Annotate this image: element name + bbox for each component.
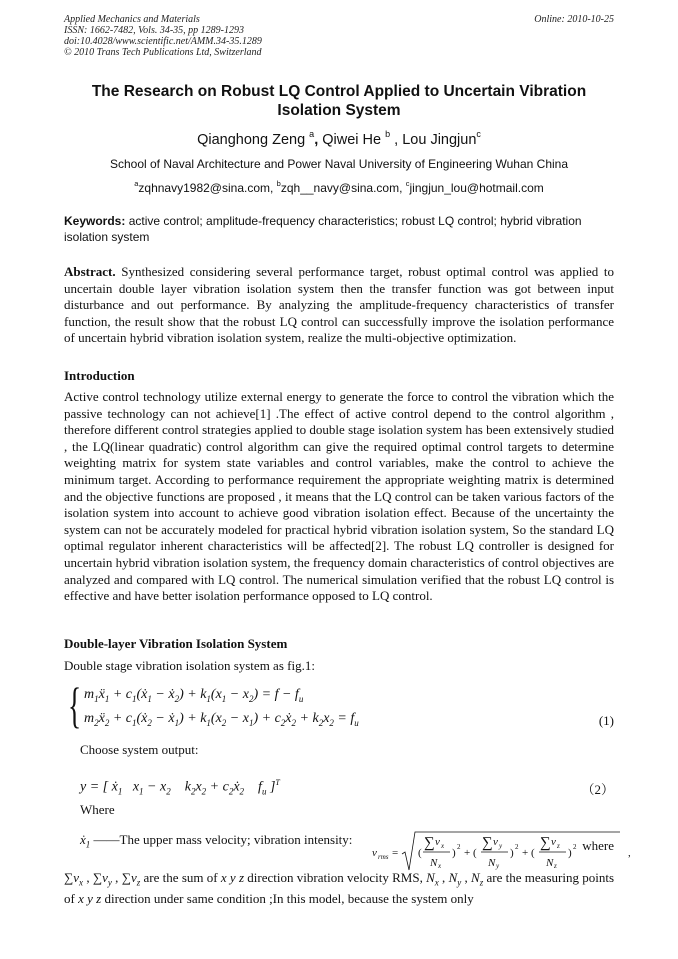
choose-output-text: Choose system output: (80, 742, 199, 757)
journal-issn: ISSN: 1662-7482, Vols. 34-35, pp 1289-1293 (64, 25, 244, 36)
svg-text:): ) (568, 847, 572, 859)
email-1[interactable]: zqhnavy1982@sina.com, (138, 181, 277, 195)
svg-text:v: v (372, 847, 377, 859)
svg-text:z: z (557, 842, 560, 850)
where-text-2: where (582, 838, 614, 853)
sum-text-1: are the sum of (140, 870, 221, 885)
svg-text:2: 2 (573, 843, 577, 851)
svg-text:∑: ∑ (482, 835, 493, 851)
x1-description: ——The upper mass velocity; vibration intensity: (90, 832, 353, 847)
author-2-mark: b (385, 129, 391, 139)
author-1-mark: a (309, 129, 315, 139)
svg-text:∑: ∑ (424, 835, 435, 851)
svg-text:,: , (628, 847, 631, 859)
sum-text-2: direction vibration velocity RMS, (244, 870, 423, 885)
section-heading-introduction: Introduction (64, 368, 135, 383)
xyz-symbol-1: x y z (220, 870, 245, 885)
svg-text:+ (: + ( (522, 847, 535, 859)
equation-1-line-1: $m_1ẍ_1$ + $c_1(ẋ_1$ − ẋ$_2$) + $k_1(x_1 - x_2) = f - f_u$ (84, 687, 304, 704)
equation-1-line-2: $m_2ẍ_2$ + $c_1(ẋ_2$ − ẋ$_1$) + $k_1(x_2 - x_1)$ + $c_2ẋ_2 + k_2x_2 = f_u$ (84, 711, 359, 728)
svg-text:2: 2 (457, 843, 461, 851)
double-layer-intro: Double stage vibration isolation system as fig.1: (64, 658, 315, 673)
svg-text:): ) (510, 847, 514, 859)
svg-text:+ (: + ( (464, 847, 477, 859)
svg-text:(: ( (418, 847, 422, 859)
svg-text:2: 2 (515, 843, 519, 851)
svg-text:x: x (441, 842, 445, 850)
svg-text:): ) (452, 847, 456, 859)
email-3[interactable]: jingjun_lou@hotmail.com (409, 181, 544, 195)
sum-vx-symbol: $\sum v_x$ (64, 870, 84, 888)
svg-text:∑: ∑ (540, 835, 551, 851)
ny-symbol: $N_y$ (448, 870, 462, 888)
nx-symbol: $N_x$ (426, 870, 439, 888)
svg-text:v: v (551, 836, 556, 848)
svg-text:x: x (438, 862, 442, 870)
introduction-paragraph: Active control technology utilize external energy to generate the force to control the vibration which the passive technology can not achieve[1] .The effect of active control depend to the control algorithm , therefore different control strategies applied to double stage isolation system has been extensively studied , the LQ(linear quadratic) control algorithm can give the required optimal control targets to determine weighting matrix for system state variables and control variables, make the control to achieve the minimum target. According to performance requirement the appropriate weighting matrix is determined and the objective functions are proposed , it means that the LQ control can be taken various factors of the isolation system into account to achieve good vibration isolation effect. Because of the uncertainty the system can not be accurately modeled for practical hybrid vibration isolation system, So the standard LQ optimal regulator inherent characteristics will be affected[2]. The robust LQ controller is designed for uncertain hybrid vibration isolation system, the frequency domain characteristics of control objectives are analyzed and compared with LQ control. The numerical simulation verified that the robust LQ control is effective and have better isolation performance opposed to LQ control. (64, 389, 614, 604)
email-2-mark: b (276, 179, 281, 188)
author-1: Qianghong Zeng (197, 132, 306, 148)
keywords (64, 213, 614, 245)
equation-2: y = [ ẋ$_1$ $x_1 - x_2$ $k_2x_2$ + $c_2ẋ_2$ $f_u$ ]$^T$ (80, 778, 280, 797)
svg-text:y: y (499, 842, 503, 850)
svg-text:N: N (546, 857, 554, 869)
journal-name: Applied Mechanics and Materials (64, 14, 200, 25)
sum-text-3: are the measuring points of (64, 870, 615, 907)
sum-definition: $\sum v_x$ , $\sum v_y$ , $\sum v_z$ are the sum of x y z direction vibration velocity RMS, $N_x$ , $N_y$ , $N_z$ are the measuring points of x y z direction under same condition ;In this model, because the system only (64, 870, 615, 907)
svg-text:y: y (496, 862, 500, 870)
svg-text:v: v (435, 836, 440, 848)
keywords-text: active control; amplitude-frequency characteristics; robust LQ control; hybrid vibration isolation system (64, 214, 582, 244)
equation-1 (68, 677, 368, 735)
author-2: Qiwei He (322, 132, 382, 148)
svg-text:z: z (554, 862, 557, 870)
equation-2-number: （2） (581, 782, 614, 797)
email-1-mark: a (134, 179, 139, 188)
email-3-mark: c (405, 179, 410, 188)
where-text: Where (80, 802, 115, 817)
xyz-symbol-2: x y z (78, 891, 102, 907)
abstract (64, 264, 614, 347)
svg-text:N: N (430, 857, 438, 869)
abstract-text: Synthesized considering several performance target, robust optimal control was applied to uncertain double layer vibration isolation system then the transfer function was got between input disturbance and out performance. By analyzing the amplitude-frequency characteristics of transfer function, the result show that the robust LQ control can successfully improve the isolation performance of uncertain hybrid vibration isolation system, realize the multi-objective optimization. (64, 264, 614, 346)
author-3-mark: c (476, 129, 481, 139)
sum-vz-symbol: $\sum v_z$ (121, 870, 141, 888)
sum-text-4: direction under same condition ;In this model, because the system only (101, 891, 474, 907)
svg-text:v: v (493, 836, 498, 848)
author-3: Lou Jingjun (402, 132, 477, 148)
journal-doi: doi:10.4028/www.scientific.net/AMM.34-35.1289 (64, 36, 262, 47)
equation-1-number: (1) (598, 713, 614, 728)
paper-title: The Research on Robust LQ Control Applied to Uncertain Vibration Isolation System (91, 83, 587, 119)
journal-header (64, 14, 614, 58)
email-2[interactable]: zqh__navy@sina.com, (280, 181, 406, 195)
svg-text:rms: rms (378, 853, 389, 861)
affiliation: School of Naval Architecture and Power Naval University of Engineering Wuhan China (109, 157, 569, 171)
x1-dot-symbol: ẋ$_1$ (80, 832, 91, 850)
abstract-label: Abstract. (64, 264, 116, 279)
velocity-definition (80, 832, 631, 872)
keywords-label: Keywords: (64, 214, 126, 228)
svg-text:=: = (392, 847, 399, 859)
journal-copyright: © 2010 Trans Tech Publications Ltd, Switzerland (64, 47, 262, 58)
author-list: Qianghong Zeng $^a$, Qiwei He $^b$ , Lou Jingjun$^c$ (197, 129, 481, 148)
sum-vy-symbol: $\sum v_y$ (92, 870, 112, 888)
nz-symbol: $N_z$ (471, 870, 484, 888)
equation-brace: { (68, 677, 82, 733)
section-heading-double-layer: Double-layer Vibration Isolation System (64, 636, 288, 651)
svg-text:N: N (488, 857, 496, 869)
email-list (64, 179, 614, 195)
online-date: Online: 2010-10-25 (534, 14, 614, 25)
